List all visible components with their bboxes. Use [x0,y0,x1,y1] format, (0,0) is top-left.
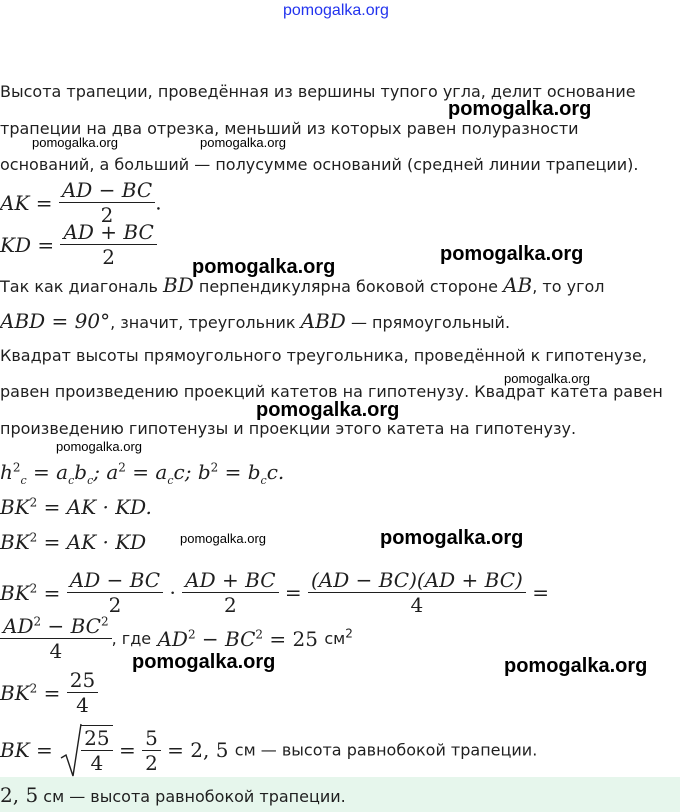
difference-squares-fraction: $\frac{AD^2 - BC^2}{4}$ [0,614,112,663]
unit-cm2: $см^2$ [324,626,353,648]
p2-text-b: перпендикулярна боковой стороне [198,277,499,296]
answer-text: см — высота равнобокой трапеции. [43,787,346,806]
equation-bk-2: $BK^2$ = AK · KD [0,530,147,554]
top-watermark: pomogalka.org [283,2,389,19]
formula-ak-denominator: 2 [59,202,155,227]
paragraph-3-line-2: равен произведению проекций катетов на гипотенузу. Квадрат катета равен [0,382,663,401]
paragraph-1-line-1: Высота трапеции, проведённая из вершины тупого угла, делит основание [0,82,636,101]
paragraph-1-line-2: трапеции на два отрезка, меньший из которых равен полуразности [0,119,579,138]
p2-text-d: , значит, треугольник [110,313,296,332]
p2-text-c: , то угол [532,277,605,296]
sqrt-symbol: $\frac{25}{4}$ [59,722,112,778]
formula-ak: AK = $\frac{AD - BC}{2}$ . [0,178,162,227]
equation-bk-squared-value: $BK^2$ = $\frac{25}{4}$ [0,668,98,717]
formula-kd-denominator: 2 [60,244,156,269]
watermark-5: pomogalka.org [192,256,336,278]
watermark-11: pomogalka.org [132,651,276,673]
equation-projections: $h^2_c = a_cb_c$; $a^2 = a_cc$; $b^2 = b_cc$. [0,460,285,487]
watermark-9: pomogalka.org [180,531,266,546]
p2-text-a: Так как диагональ [0,277,158,296]
formula-kd-lhs: KD = [0,232,55,257]
watermark-2: pomogalka.org [32,135,118,150]
formula-ak-lhs: AK = [0,190,53,215]
paragraph-2-line-2 [0,309,510,333]
paragraph-3-line-1: Квадрат высоты прямоугольного треугольника, проведённой к гипотенузе, [0,346,647,365]
watermark-8: pomogalka.org [56,439,142,454]
watermark-6: pomogalka.org [504,371,590,386]
watermark-7: pomogalka.org [256,399,400,421]
p2-text-e: — прямоугольный. [350,313,511,332]
formula-ak-numerator: AD − BC [61,178,153,202]
expansion-fraction-3: $\frac{(AD - BC)(AD + BC)}{4}$ [308,568,526,617]
watermark-3: pomogalka.org [200,135,286,150]
equation-expansion: $BK^2$ = $\frac{AD - BC}{2}$ · $\frac{AD + BC}{2}$ = $\frac{(AD - BC)(AD + BC)}{4}$ = [0,568,549,617]
answer-bar [0,777,680,812]
watermark-4: pomogalka.org [440,243,584,265]
watermark-10: pomogalka.org [380,527,524,549]
watermark-12: pomogalka.org [504,655,648,677]
p2-abd: ABD [300,309,346,333]
expansion-fraction-2: $\frac{AD + BC}{2}$ [182,568,278,617]
formula-kd-fraction [60,220,156,269]
answer-value: 2, 5 [0,783,39,807]
p2-bd: BD [163,273,194,297]
formula-kd [0,220,157,269]
equation-bk-final: BK = $\frac{25}{4}$ = $\frac{5}{2}$ = 2, 5 см — высота равнобокой трапеции. [0,722,537,778]
formula-kd-numerator: AD + BC [63,220,154,244]
watermark-1: pomogalka.org [448,98,592,120]
paragraph-3-line-3: произведению гипотенузы и проекции этого катета на гипотенузу. [0,419,577,438]
paragraph-1-line-3: оснований, а больший — полусумме оснований (средней линии трапеции). [0,155,639,174]
p2-angle: ABD = 90° [0,309,111,333]
equation-difference-squares: $\frac{AD^2 - BC^2}{4}$ , где $AD^2 - BC^2 = 25$ $см^2$ [0,614,353,663]
expansion-fraction-1: $\frac{AD - BC}{2}$ [67,568,163,617]
p2-ab: AB [503,273,533,297]
where-text: , где [111,629,152,648]
equation-bk-1: $BK^2$ = AK · KD. [0,495,152,519]
